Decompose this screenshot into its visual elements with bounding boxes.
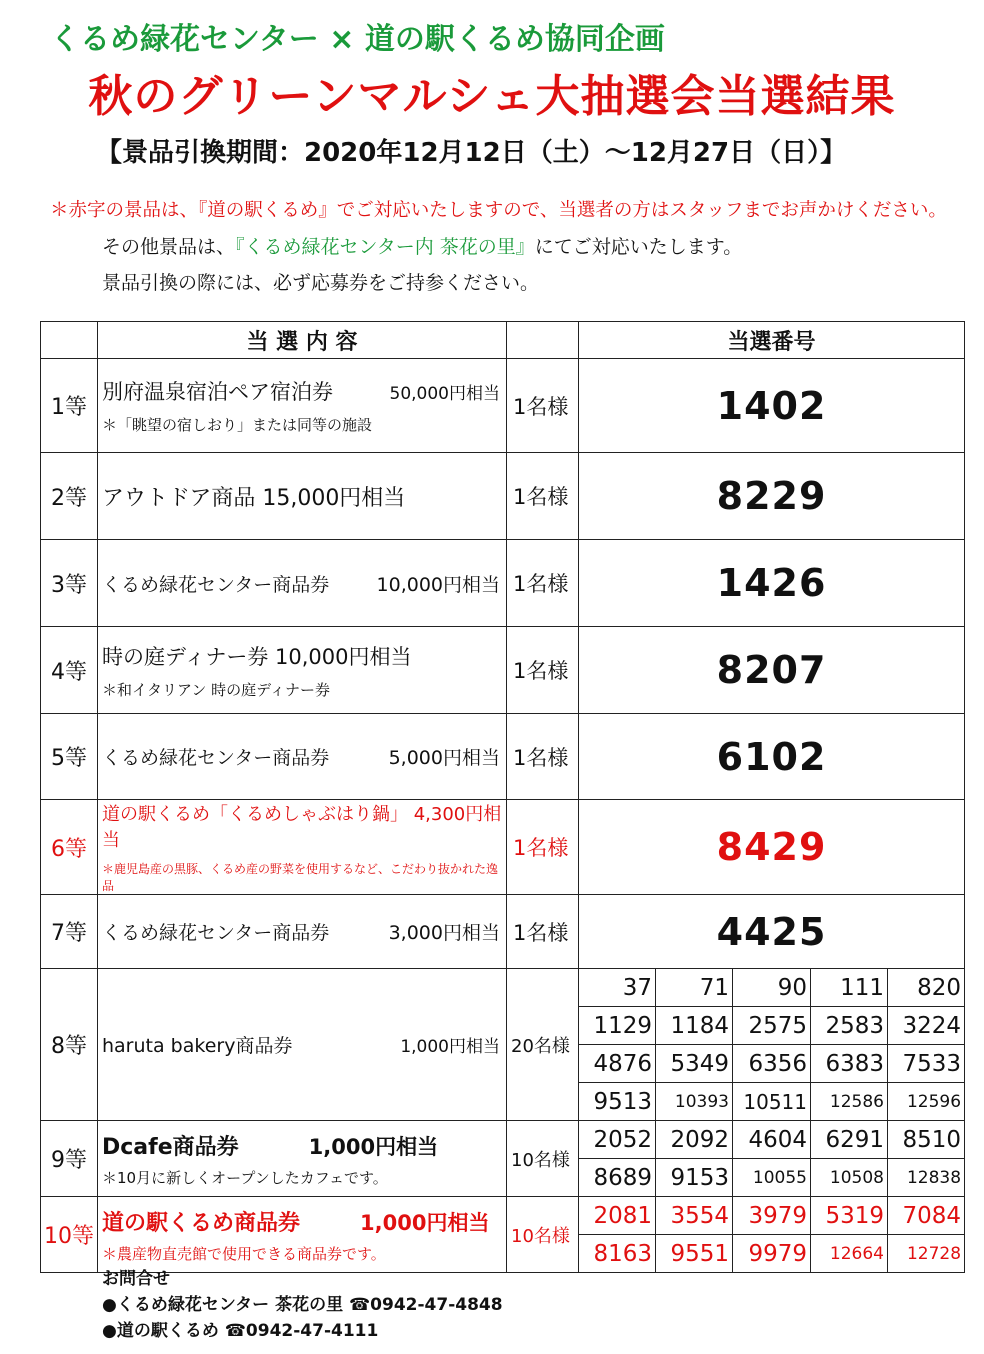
prize-name: 道の駅くるめ「くるめしゃぶはり鍋」 4,300円相当 bbox=[102, 804, 502, 851]
table-row bbox=[41, 540, 965, 627]
prize-value: 10,000円相当 bbox=[376, 573, 500, 596]
number-cell: 1184 bbox=[656, 1007, 733, 1045]
prize-value: 50,000円相当 bbox=[389, 384, 500, 404]
number-cell: 12664 bbox=[811, 1235, 888, 1273]
table-row bbox=[41, 627, 965, 714]
number-cell: 3979 bbox=[733, 1197, 811, 1235]
prize-cell bbox=[98, 359, 507, 453]
prize-note: ＊鹿児島産の黒豚、くるめ産の野菜を使用するなど、こだわり抜かれた逸品 bbox=[102, 862, 499, 893]
count-cell: 1名様 bbox=[507, 800, 579, 895]
winning-number: 1426 bbox=[579, 540, 965, 627]
rank-cell: 7等 bbox=[41, 895, 98, 969]
count-cell: 1名様 bbox=[507, 540, 579, 627]
contact-line-2: ●道の駅くるめ ☎0942-47-4111 bbox=[102, 1321, 379, 1341]
number-cell: 8510 bbox=[888, 1121, 965, 1159]
number-cell: 2052 bbox=[579, 1121, 656, 1159]
number-cell: 6291 bbox=[811, 1121, 888, 1159]
rank-cell: 10等 bbox=[41, 1197, 98, 1273]
number-cell: 12838 bbox=[888, 1159, 965, 1197]
prize-cell bbox=[98, 800, 507, 895]
table-row bbox=[41, 895, 965, 969]
header-prize: 当 選 内 容 bbox=[98, 322, 507, 359]
other-prize-note bbox=[102, 232, 742, 259]
number-cell: 9153 bbox=[656, 1159, 733, 1197]
number-cell: 10508 bbox=[811, 1159, 888, 1197]
number-cell: 7084 bbox=[888, 1197, 965, 1235]
prize-cell bbox=[98, 627, 507, 714]
count-cell: 1名様 bbox=[507, 453, 579, 540]
number-cell: 8689 bbox=[579, 1159, 656, 1197]
prize-value: 5,000円相当 bbox=[388, 747, 500, 769]
rank-cell: 2等 bbox=[41, 453, 98, 540]
number-cell: 8163 bbox=[579, 1235, 656, 1273]
count-cell: 1名様 bbox=[507, 627, 579, 714]
winning-number: 1402 bbox=[579, 359, 965, 453]
prize-value: 3,000円相当 bbox=[388, 922, 500, 944]
header-number: 当選番号 bbox=[579, 322, 965, 359]
red-prize-note: ＊赤字の景品は、『道の駅くるめ』でご対応いたしますので、当選者の方はスタッフまでお声かけください。 bbox=[50, 200, 947, 221]
winning-number: 8229 bbox=[579, 453, 965, 540]
prize-cell bbox=[98, 714, 507, 800]
table-row bbox=[41, 714, 965, 800]
prize-name: Dcafe商品券 bbox=[102, 1134, 239, 1160]
number-cell: 90 bbox=[733, 969, 811, 1007]
other-prize-prefix: その他景品は、 bbox=[102, 236, 236, 258]
prize-value: 1,000円相当 bbox=[360, 1210, 490, 1235]
prize-note: ＊和イタリアン 時の庭ディナー券 bbox=[102, 680, 330, 699]
number-cell: 9513 bbox=[579, 1083, 656, 1121]
number-cell: 10393 bbox=[656, 1083, 733, 1121]
prize-name: 時の庭ディナー券 10,000円相当 bbox=[102, 644, 412, 669]
rank-cell: 5等 bbox=[41, 714, 98, 800]
page-title: 秋のグリーンマルシェ大抽選会当選結果 bbox=[88, 71, 896, 122]
number-cell: 10055 bbox=[733, 1159, 811, 1197]
winning-number: 8429 bbox=[579, 800, 965, 895]
header-blank bbox=[41, 322, 98, 359]
count-cell: 1名様 bbox=[507, 359, 579, 453]
number-cell: 71 bbox=[656, 969, 733, 1007]
winning-number: 4425 bbox=[579, 895, 965, 969]
number-cell: 12596 bbox=[888, 1083, 965, 1121]
header-count-blank bbox=[507, 322, 579, 359]
prize-name: くるめ緑花センター商品券 bbox=[102, 747, 330, 769]
number-cell: 7533 bbox=[888, 1045, 965, 1083]
table-row bbox=[41, 800, 965, 895]
prize-cell bbox=[98, 540, 507, 627]
number-cell: 2092 bbox=[656, 1121, 733, 1159]
contact-line-1: ●くるめ緑花センター 茶花の里 ☎0942-47-4848 bbox=[102, 1295, 503, 1315]
table-row bbox=[41, 1121, 965, 1159]
rank-cell: 1等 bbox=[41, 359, 98, 453]
table-row bbox=[41, 969, 965, 1007]
count-cell: 1名様 bbox=[507, 895, 579, 969]
rank-cell: 3等 bbox=[41, 540, 98, 627]
number-cell: 2081 bbox=[579, 1197, 656, 1235]
prize-cell bbox=[98, 453, 507, 540]
number-cell: 2575 bbox=[733, 1007, 811, 1045]
rank-cell: 6等 bbox=[41, 800, 98, 895]
number-cell: 4876 bbox=[579, 1045, 656, 1083]
other-prize-suffix: にてご対応いたします。 bbox=[534, 236, 743, 258]
number-cell: 3554 bbox=[656, 1197, 733, 1235]
exchange-period: 【景品引換期間：2020年12月12日（土）～12月27日（日）】 bbox=[96, 138, 847, 168]
number-cell: 12728 bbox=[888, 1235, 965, 1273]
number-cell: 820 bbox=[888, 969, 965, 1007]
prize-cell bbox=[98, 1121, 507, 1197]
prize-cell bbox=[98, 969, 507, 1121]
number-cell: 37 bbox=[579, 969, 656, 1007]
prize-name: 道の駅くるめ商品券 bbox=[102, 1210, 301, 1236]
prize-name: くるめ緑花センター商品券 bbox=[102, 573, 330, 596]
rank-cell: 8等 bbox=[41, 969, 98, 1121]
results-table bbox=[40, 321, 965, 1273]
prize-note: ＊農産物直売館で使用できる商品券です。 bbox=[102, 1244, 386, 1263]
bring-ticket-note: 景品引換の際には、必ず応募券をご持参ください。 bbox=[102, 272, 540, 294]
prize-cell bbox=[98, 1197, 507, 1273]
number-cell: 3224 bbox=[888, 1007, 965, 1045]
winning-number: 8207 bbox=[579, 627, 965, 714]
contact-heading: お問合せ bbox=[102, 1269, 170, 1289]
count-cell: 10名様 bbox=[507, 1197, 579, 1273]
prize-note: ＊10月に新しくオープンしたカフェです。 bbox=[102, 1168, 388, 1187]
number-cell: 12586 bbox=[811, 1083, 888, 1121]
rank-cell: 9等 bbox=[41, 1121, 98, 1197]
table-header-row bbox=[41, 322, 965, 359]
rank-cell: 4等 bbox=[41, 627, 98, 714]
count-cell: 20名様 bbox=[507, 969, 579, 1121]
prize-name: くるめ緑花センター商品券 bbox=[102, 922, 330, 944]
number-cell: 2583 bbox=[811, 1007, 888, 1045]
number-cell: 111 bbox=[811, 969, 888, 1007]
winning-number: 6102 bbox=[579, 714, 965, 800]
number-cell: 4604 bbox=[733, 1121, 811, 1159]
number-cell: 10511 bbox=[733, 1083, 811, 1121]
page-subtitle: くるめ緑花センター × 道の駅くるめ協同企画 bbox=[50, 22, 665, 57]
other-prize-place: 『くるめ緑花センター内 茶花の里』 bbox=[235, 236, 535, 258]
number-cell: 6356 bbox=[733, 1045, 811, 1083]
number-cell: 9979 bbox=[733, 1235, 811, 1273]
contact-block bbox=[102, 1266, 503, 1344]
number-cell: 1129 bbox=[579, 1007, 656, 1045]
table-row bbox=[41, 1197, 965, 1235]
number-cell: 5349 bbox=[656, 1045, 733, 1083]
count-cell: 10名様 bbox=[507, 1121, 579, 1197]
prize-name: アウトドア商品 15,000円相当 bbox=[102, 485, 406, 511]
number-cell: 6383 bbox=[811, 1045, 888, 1083]
table-row bbox=[41, 453, 965, 540]
prize-cell bbox=[98, 895, 507, 969]
number-cell: 5319 bbox=[811, 1197, 888, 1235]
number-cell: 9551 bbox=[656, 1235, 733, 1273]
prize-name: haruta bakery商品券 bbox=[102, 1035, 293, 1057]
prize-value: 1,000円相当 bbox=[400, 1037, 500, 1057]
prize-value: 1,000円相当 bbox=[308, 1134, 439, 1159]
table-row bbox=[41, 359, 965, 453]
prize-name: 別府温泉宿泊ペア宿泊券 bbox=[102, 380, 333, 404]
prize-note: ＊「眺望の宿しおり」または同等の施設 bbox=[102, 416, 373, 434]
count-cell: 1名様 bbox=[507, 714, 579, 800]
